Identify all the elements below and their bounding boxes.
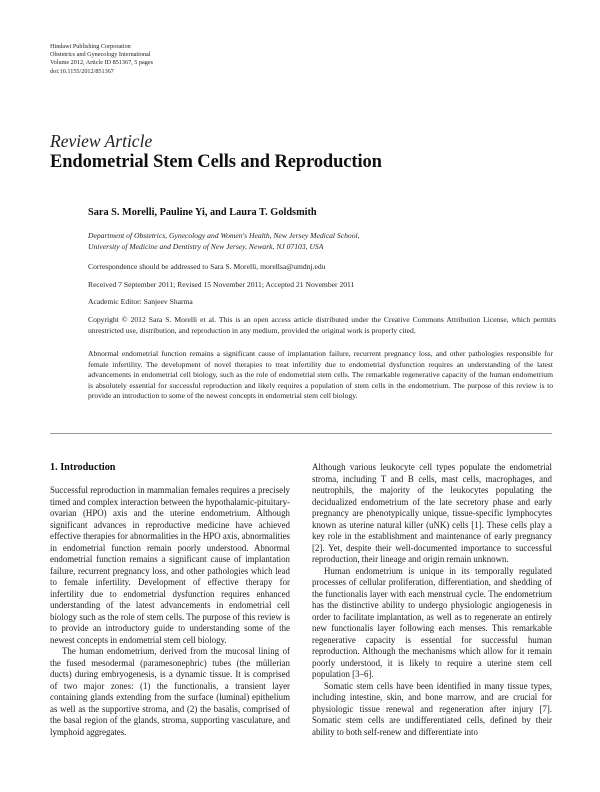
- journal-name: Obstetrics and Gynecology International: [50, 51, 151, 59]
- right-column: [312, 462, 552, 738]
- academic-editor: Academic Editor: Sanjeev Sharma: [88, 297, 193, 306]
- affiliation-line-2: University of Medicine and Dentistry of New Jersey, Newark, NJ 07103, USA: [88, 241, 324, 251]
- received-dates: Received 7 September 2011; Revised 15 November 2011; Accepted 21 November 2011: [88, 280, 355, 289]
- publisher-line: Hindawi Publishing Corporation: [50, 43, 131, 50]
- author-list: Sara S. Morelli, Pauline Yi, and Laura T. Goldsmith: [88, 207, 317, 218]
- paragraph: Although various leukocyte cell types populate the endometrial stroma, including T and B cells, mast cells, macrophages, and neutrophils, the majority of the leukocytes populating the decidualized endometrium of the late secretory phase and early pregnancy are phenotypically unique, tissue-specific lymphocytes known as uterine natural killer (uNK) cells [1]. These cells play a key role in the establishment and maintenance of early pregnancy [2]. Yet, despite their well-documented importance to successful reproduction, their lineage and origin remain unknown.: [312, 462, 552, 564]
- affiliation-line-1: Department of Obstetrics, Gynecology and Women's Health, New Jersey Medical School,: [88, 231, 360, 240]
- paper-title: Endometrial Stem Cells and Reproduction: [50, 152, 382, 172]
- journal-header: [50, 43, 153, 76]
- paragraph: Somatic stem cells have been identified in many tissue types, including intestine, skin, and bone marrow, and are crucial for physiologic tissue renewal and regeneration after injury [7]. Somatic stem cells are undifferentiated cells, defined by their ability to both self-renew and differentiate into: [312, 680, 552, 737]
- left-column: [50, 462, 290, 738]
- abstract: Abnormal endometrial function remains a significant cause of implantation failure, recurrent pregnancy loss, and other pathologies responsible for female infertility. The development of novel therapies to treat infertility due to endometrial dysfunction requires an understanding of the latest advancements in endometrial cell biology, such as the role of endometrial stem cells. The remarkable regenerative capacity of the human endometrium is absolutely essential for successful reproduction and likely requires a population of stem cells in the endometrium. The purpose of this review is to provide an introduction to some of the newest concepts in endometrial stem cell biology.: [88, 349, 553, 400]
- section-divider: [50, 433, 552, 434]
- paragraph: The human endometrium, derived from the mucosal lining of the fused mesodermal (paramesonephric) tubes (the müllerian ducts) during embryogenesis, is a dynamic tissue. It is comprised of two major zones: (1) the functionalis, a transient layer containing glands extending from the surface (luminal) epithelium as well as the supportive stroma, and (2) the basalis, comprised of the basal region of the glands, stroma, supporting vasculature, and lymphoid aggregates.: [50, 646, 290, 737]
- correspondence: Correspondence should be addressed to Sara S. Morelli, morellsa@umdnj.edu: [88, 262, 326, 271]
- paragraph: Human endometrium is unique in its temporally regulated processes of cellular proliferation, differentiation, and shedding of the functionalis layer with each menstrual cycle. The endometrium has the distinctive ability to undergo physiologic angiogenesis in order to facilitate implantation, as well as to regenerate an entirely new functionalis layer following each menses. This remarkable regenerative capacity is essential for successful human reproduction. Although the mechanisms which allow for it remain poorly understood, it is likely to require a uterine stem cell population [3–6].: [312, 565, 552, 679]
- paragraph: Successful reproduction in mammalian females requires a precisely timed and complex interaction between the hypothalamic-pituitary-ovarian (HPO) axis and the uterine endometrium. Although significant advances in reproductive medicine have achieved effective therapies for abnormalities in the HPO axis, abnormalities in endometrial function remain poorly understood. Abnormal endometrial function remains a significant cause of implantation failure, recurrent pregnancy loss, and other pathologies which lead to female infertility. Development of effective therapy for infertility due to endometrial dysfunction requires enhanced understanding of the latest advancements in endometrial cell biology such as the role of stem cells. The purpose of this review is to provide an introductory guide to understanding some of the newest concepts in endometrial stem cell biology.: [50, 485, 290, 645]
- affiliation: [88, 231, 558, 252]
- doi-line: doi:10.1155/2012/851367: [50, 67, 114, 75]
- volume-line: Volume 2012, Article ID 851367, 5 pages: [50, 59, 153, 67]
- copyright-notice: Copyright © 2012 Sara S. Morelli et al. This is an open access article distributed under the Creative Commons Attribution License, which permits unrestricted use, distribution, and reproduction in any medium, provided the original work is properly cited.: [88, 315, 556, 335]
- section-heading-introduction: 1. Introduction: [50, 462, 116, 473]
- article-type: Review Article: [50, 131, 153, 151]
